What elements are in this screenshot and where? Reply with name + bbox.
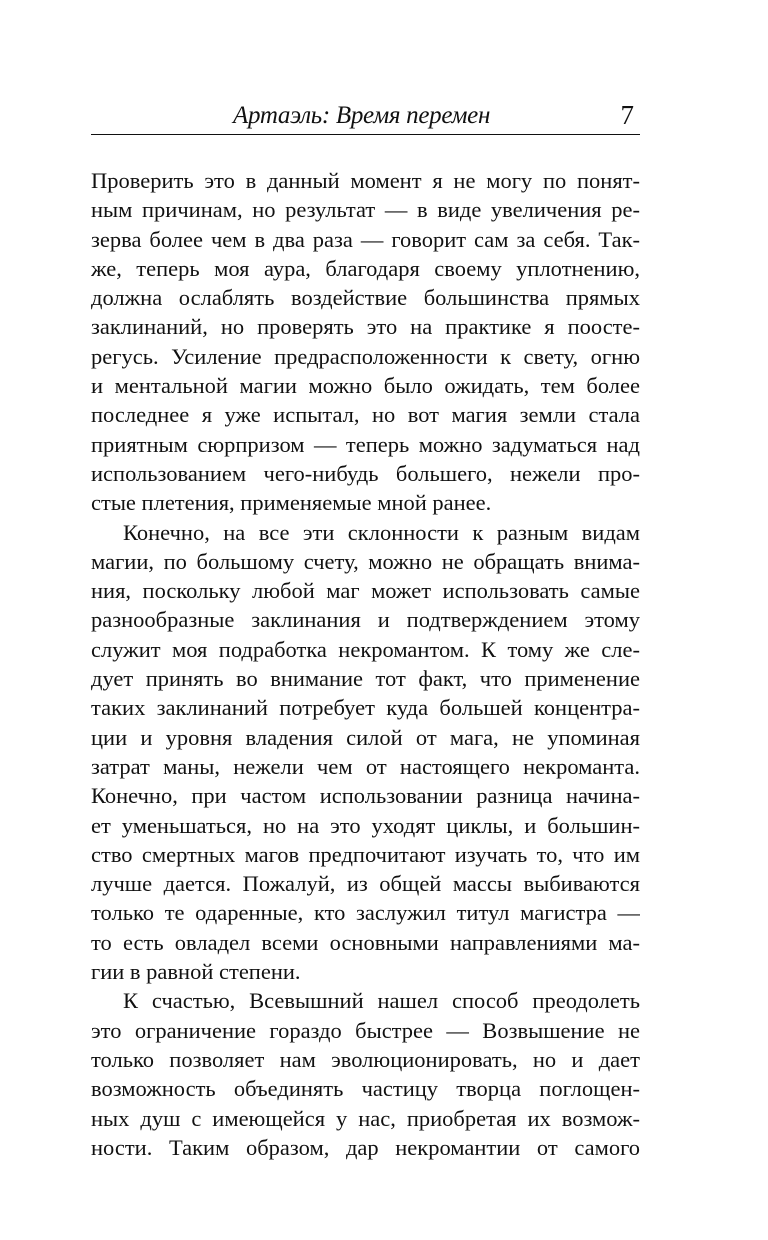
- text-line: стые плетения, применяемые мной ранее.: [91, 490, 492, 516]
- body-text: [91, 166, 640, 1162]
- text-line: ности. Таким образом, дар некромантии от самого: [91, 1134, 640, 1160]
- text-line: то есть овладел всеми основными направлениями ма-: [91, 929, 640, 955]
- text-line: дует принять во внимание тот факт, что применение: [91, 666, 640, 692]
- text-line: ния, поскольку любой маг может использовать самые: [91, 578, 640, 604]
- text-line: зерва более чем в два раза — говорит сам за себя. Так-: [91, 226, 640, 252]
- running-title: Артаэль: Время перемен: [233, 102, 491, 129]
- text-line: ных душ с имеющейся у нас, приобретая их возмож-: [91, 1105, 640, 1131]
- text-line: К счастью, Всевышний нашел способ преодолеть: [123, 988, 640, 1014]
- text-line: ство смертных магов предпочитают изучать то, что им: [91, 841, 640, 867]
- text-line: только позволяет нам эволюционировать, но и дает: [91, 1046, 640, 1072]
- text-line: таких заклинаний потребует куда большей концентра-: [91, 695, 640, 721]
- text-line: это ограничение гораздо быстрее — Возвышение не: [91, 1017, 640, 1043]
- text-line: лучше дается. Пожалуй, из общей массы выбиваются: [91, 871, 640, 897]
- text-line: и ментальной магии можно было ожидать, тем более: [91, 373, 640, 399]
- text-line: возможность объединять частицу творца поглощен-: [91, 1076, 640, 1102]
- text-line: ет уменьшаться, но на это уходят циклы, и большин-: [91, 812, 640, 838]
- text-line: ным причинам, но результат — в виде увеличения ре-: [91, 197, 640, 223]
- text-line: же, теперь моя аура, благодаря своему уплотнению,: [91, 255, 640, 281]
- text-line: затрат маны, нежели чем от настоящего некроманта.: [91, 753, 640, 779]
- text-line: магии, по большому счету, можно не обращать внима-: [91, 548, 640, 574]
- text-line: приятным сюрпризом — теперь можно задуматься над: [91, 431, 640, 457]
- text-line: гии в равной степени.: [91, 959, 301, 985]
- text-line: Проверить это в данный момент я не могу по понят-: [91, 168, 640, 193]
- text-line: должна ослаблять воздействие большинства прямых: [91, 285, 640, 311]
- page-number: 7: [620, 100, 634, 130]
- text-line: ции и уровня владения силой от мага, не упоминая: [91, 724, 640, 750]
- text-line: только те одаренные, кто заслужил титул магистра —: [91, 900, 640, 926]
- text-line: регусь. Усиление предрасположенности к свету, огню: [91, 343, 640, 369]
- text-line: служит моя подработка некромантом. К тому же сле-: [91, 636, 640, 662]
- text-line: заклинаний, но проверять это на практике я поосте-: [91, 314, 640, 340]
- text-line: Конечно, на все эти склонности к разным видам: [123, 519, 640, 545]
- running-header: [91, 100, 640, 135]
- text-line: Конечно, при частом использовании разница начина-: [91, 783, 640, 809]
- text-line: разнообразные заклинания и подтверждением этому: [91, 607, 640, 633]
- text-line: использованием чего-нибудь большего, нежели про-: [91, 460, 640, 486]
- text-line: последнее я уже испытал, но вот магия земли стала: [91, 402, 640, 428]
